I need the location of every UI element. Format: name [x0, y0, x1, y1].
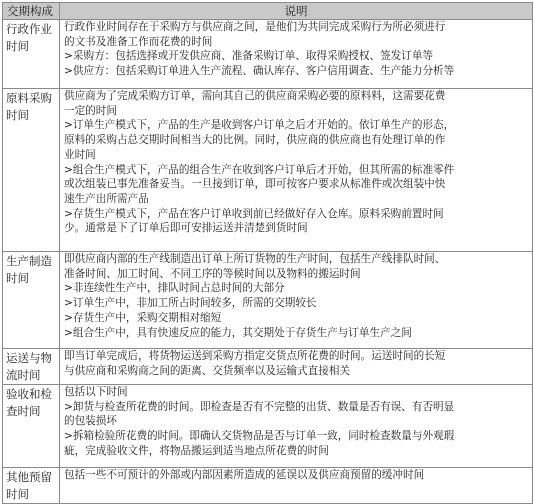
description-line: 供应商为了完成采购方订单，需向其自己的供应商采购必要的原料料，这需要花费: [64, 90, 446, 102]
description-line: 准备时间、加工时间、不同工序的等候时间以及物料的搬运时间: [64, 267, 361, 280]
description-line: 即当订单完成后，将货物运送到采购方指定交货点所花费的时间。运送时间的长短: [64, 350, 446, 362]
row-description: [60, 252, 533, 349]
description-line: 与供应商和采购商之间的距离、交货频率以及运输式直接相关: [64, 364, 351, 377]
description-line: >存货生产中，采购交期相对缩短: [64, 311, 222, 324]
description-line: >存货生产模式下，产品在客户订单收到前已经做好存入仓库。原料采购前置时间: [64, 207, 444, 220]
description-line: >采购方：包括选择或开发供应商、准备采购订单、取得采购授权、签发订单等: [64, 50, 434, 63]
description-line: 原料的采购占总交期时间相当大的比例。同时，供应商的供应商也有处理订单的作: [64, 134, 446, 147]
table-row: [3, 252, 533, 349]
description-line: 即供应商内部的生产线制造出订单上所订货物的生产时间，包括生产线排队时间、: [64, 253, 446, 265]
row-label: 其他预留时间: [3, 468, 60, 504]
row-description: [60, 349, 533, 385]
row-description: [60, 385, 533, 468]
table-row: [3, 349, 533, 385]
description-line: 速生产出所需产品: [64, 192, 149, 205]
row-label: 验收和检查时间: [3, 385, 60, 468]
row-label: 运送与物流时间: [3, 349, 60, 385]
description-line: 行政作业时间存在于采购方与供应商之间，是他们为共同完成采购行为所必须进行: [64, 21, 446, 33]
description-line: 包括以下时间: [64, 386, 128, 398]
description-line: 业时间: [64, 148, 96, 161]
table-row: [3, 468, 533, 504]
description-line: 包括一些不可预计的外部或内部因素所造成的延误以及供应商预留的缓冲时间: [64, 469, 425, 481]
description-line: >组合生产中，具有快速反应的能力，其交期处于存货生产与订单生产之间: [64, 326, 412, 339]
row-label: 原料采购时间: [3, 89, 60, 252]
description-line: >订单生产模式下，产品的生产是收到客户订单之后才开始的。依订单生产的形态，: [64, 119, 455, 132]
description-line: 少。通常是下了订单后即可安排运送并清楚到货时间: [64, 222, 308, 235]
description-line: >非连续性生产中，排队时间占总时间的大部分: [64, 282, 285, 295]
header-composition: 交期构成: [3, 3, 60, 20]
description-line: 的文书及准备工作而花费的时间: [64, 35, 213, 48]
header-row: [3, 3, 533, 20]
description-line: 疵，完成验收文件，将物品搬运到适当地点所花费的时间: [64, 444, 329, 457]
table-row: [3, 20, 533, 89]
description-line: >供应方：包括采购订单进入生产流程、确认库存、客户信用调查、生产能力分析等: [64, 65, 455, 78]
lead-time-table: [2, 2, 533, 504]
description-line: >拆箱检验所花费的时间。即确认交货物品是否与订单一致，同时检查数量与外观瑕: [64, 430, 455, 443]
row-description: [60, 468, 533, 504]
row-label: 生产制造时间: [3, 252, 60, 349]
row-description: [60, 89, 533, 252]
description-line: >组合生产模式下，产品的组合生产在收到客户订单后才开始，但其所需的标准零件: [64, 163, 455, 176]
description-line: 一定的时间: [64, 104, 117, 117]
table-body: [3, 20, 533, 504]
row-description: [60, 20, 533, 89]
description-line: >订单生产中，非加工所占时间较多，所需的交期较长: [64, 297, 317, 310]
table-row: [3, 89, 533, 252]
table-row: [3, 385, 533, 468]
description-line: 的包装损坏: [64, 415, 117, 428]
row-label: 行政作业时间: [3, 20, 60, 89]
header-description: 说明: [60, 3, 533, 20]
description-line: 或次组装已事先准备妥当。一旦接到订单，即可按客户要求从标准件或次组装中快: [64, 178, 446, 191]
description-line: >卸货与检查所花费的时间。即检查是否有不完整的出货、数量是否有误、有否明显: [64, 400, 455, 413]
